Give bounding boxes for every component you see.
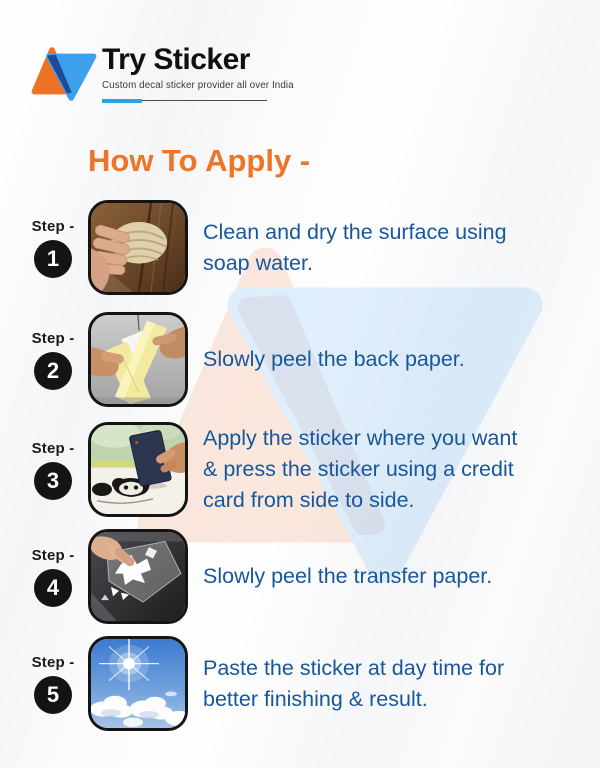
- step-row-5: [22, 636, 504, 731]
- instruction-line: soap water.: [203, 250, 313, 275]
- step-5-photo-frame: [88, 636, 188, 731]
- step-4-instruction: [203, 561, 492, 592]
- step-number-badge: [34, 569, 72, 607]
- step-4-photo-frame: [88, 529, 188, 624]
- instruction-line: Slowly peel the back paper.: [203, 347, 465, 371]
- brand-title: Try Sticker: [102, 43, 250, 76]
- step-3-photo-frame: [88, 422, 188, 517]
- step-number: 2: [46, 357, 60, 383]
- step-1-header: [22, 218, 84, 278]
- step-label: Step -: [31, 217, 75, 235]
- step-2-photo-frame: [88, 312, 188, 407]
- step-5-instruction: [203, 653, 504, 715]
- step-row-3: [22, 422, 517, 517]
- step-5-header: [22, 654, 84, 714]
- sunny-daytime-sky-photo: [91, 639, 185, 728]
- instruction-line: Paste the sticker at day time for: [203, 655, 505, 680]
- brand-underline: [102, 99, 267, 103]
- page-title: How To Apply -: [88, 143, 311, 178]
- credit-card-pressing-sticker-photo: [91, 425, 185, 514]
- step-number: 3: [46, 467, 60, 493]
- hand-peeling-transfer-paper-photo: [91, 532, 185, 621]
- step-row-4: [22, 529, 492, 624]
- step-number-badge: [34, 240, 72, 278]
- step-number: 4: [46, 574, 60, 600]
- step-2-header: [22, 330, 84, 390]
- step-3-header: [22, 440, 84, 500]
- step-3-instruction: [203, 423, 517, 516]
- step-2-instruction: [203, 344, 465, 375]
- instruction-line: better finishing & result.: [203, 686, 428, 711]
- underline-accent-segment: [102, 99, 142, 103]
- step-row-2: [22, 312, 465, 407]
- step-1-photo-frame: [88, 200, 188, 295]
- step-number-badge: [34, 352, 72, 390]
- underline-thin-line: [142, 100, 267, 101]
- dual-triangle-play-logo: [28, 42, 108, 106]
- step-number-badge: [34, 462, 72, 500]
- step-row-1: [22, 200, 507, 295]
- instruction-line: & press the sticker using a credit: [203, 457, 514, 481]
- brand-block: [102, 44, 294, 103]
- step-number: 5: [46, 681, 60, 707]
- instruction-line: card from side to side.: [203, 488, 415, 512]
- step-number-badge: [34, 676, 72, 714]
- step-4-header: [22, 547, 84, 607]
- step-label: Step -: [31, 329, 75, 347]
- brand-tagline: Custom decal sticker provider all over India: [102, 80, 294, 91]
- step-label: Step -: [31, 439, 75, 457]
- step-label: Step -: [31, 653, 75, 671]
- instruction-line: Slowly peel the transfer paper.: [203, 564, 493, 588]
- step-1-instruction: [203, 217, 507, 279]
- instruction-line: Apply the sticker where you want: [203, 426, 518, 450]
- hands-peeling-yellow-back-paper-photo: [91, 315, 185, 404]
- instruction-line: Clean and dry the surface using: [203, 219, 507, 244]
- hand-cleaning-wood-surface-photo: [91, 203, 185, 292]
- step-label: Step -: [31, 546, 75, 564]
- step-number: 1: [46, 245, 60, 271]
